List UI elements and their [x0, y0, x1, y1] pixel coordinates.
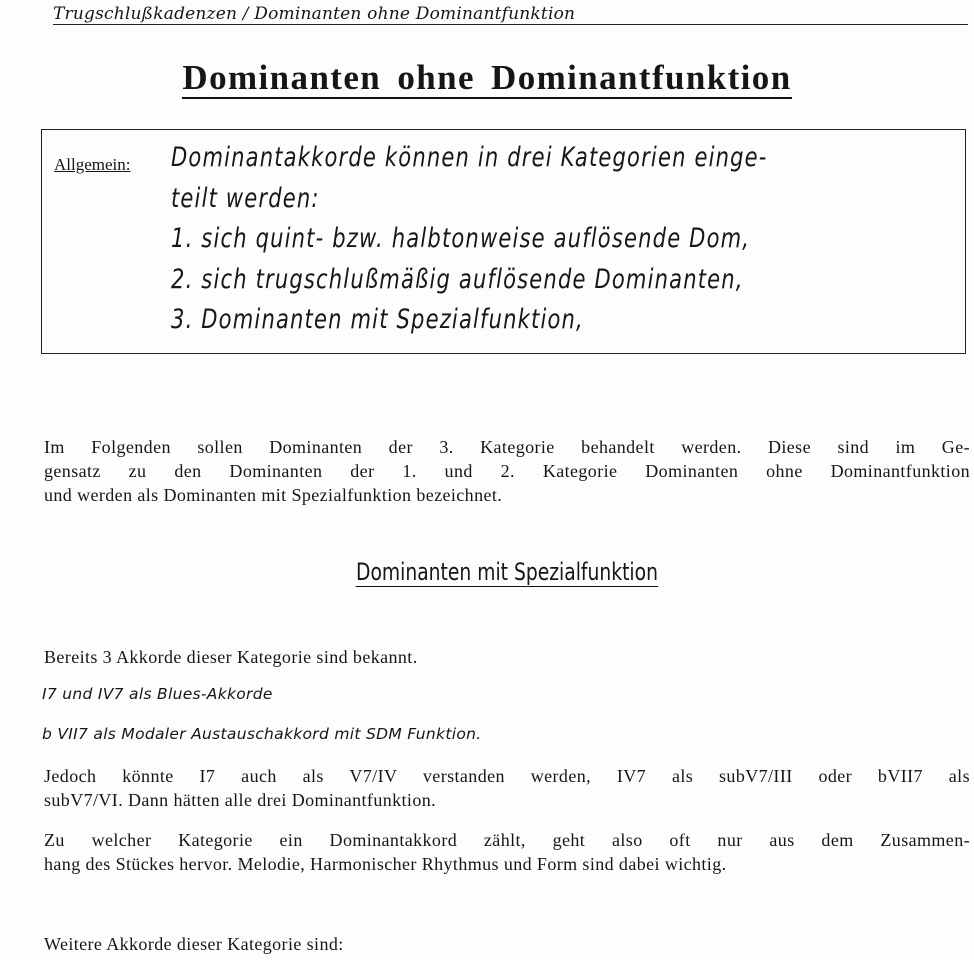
page-title [0, 58, 974, 98]
blues-chords-text: I7 und IV7 als Blues-Akkorde [42, 685, 273, 703]
category-paragraph [44, 828, 970, 876]
further-chords-line: Weitere Akkorde dieser Kategorie sind: [44, 934, 344, 954]
general-line: 2. sich trugschlußmäßig auflösende Dominanten, [171, 263, 744, 295]
however-line: Jedoch könnte I7 auch als V7/IV verstanden werden, IV7 als subV7/III oder bVII7 als [44, 766, 970, 786]
general-line: 3. Dominanten mit Spezialfunktion, [171, 304, 584, 335]
running-header: Trugschlußkadenzen / Dominanten ohne Dominantfunktion [53, 4, 968, 25]
general-text [171, 138, 768, 341]
however-line: subV7/VI. Dann hätten alle drei Dominantfunktion. [44, 790, 437, 810]
modal-chord-text: b VII7 als Modaler Austauschakkord mit SDM Funktion. [42, 725, 482, 743]
category-line: hang des Stückes hervor. Melodie, Harmonischer Rhythmus und Form sind dabei wichtig. [44, 854, 727, 874]
intro-line: gensatz zu den Dominanten der 1. und 2. Kategorie Dominanten ohne Dominantfunktion [44, 461, 970, 481]
further-chords-text [44, 932, 970, 956]
section-heading-text: Dominanten mit Spezialfunktion [356, 558, 658, 586]
general-line: teilt werden: [171, 182, 320, 214]
category-line: Zu welcher Kategorie ein Dominantakkord zählt, geht also oft nur aus dem Zusammen- [44, 830, 970, 850]
page-title-text: Dominanten ohne Dominantfunktion [182, 58, 792, 97]
intro-line: Im Folgenden sollen Dominanten der 3. Kategorie behandelt werden. Diese sind im Ge- [44, 437, 970, 457]
intro-paragraph [44, 435, 970, 507]
known-chords-text [44, 645, 970, 669]
section-heading [112, 558, 903, 586]
general-line: Dominantakkorde können in drei Kategorien einge- [171, 142, 768, 173]
known-chords-line: Bereits 3 Akkorde dieser Kategorie sind bekannt. [44, 647, 418, 667]
general-info-box [41, 129, 966, 354]
intro-line: und werden als Dominanten mit Spezialfunktion bezeichnet. [44, 485, 503, 505]
general-label: Allgemein: [54, 155, 131, 174]
however-paragraph [44, 764, 970, 812]
general-line: 1. sich quint- bzw. halbtonweise auflösende Dom, [171, 223, 751, 254]
